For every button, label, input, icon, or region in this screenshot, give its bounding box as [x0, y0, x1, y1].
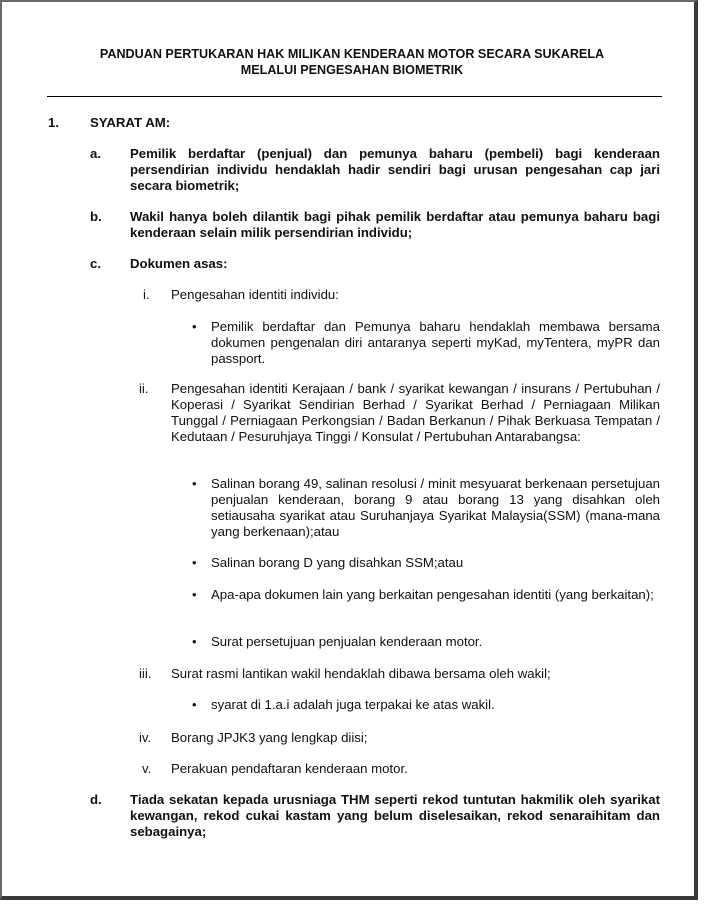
subitem-label-ii: ii.: [139, 381, 149, 396]
subitem-text-i: Pengesahan identiti individu:: [171, 287, 339, 302]
bullet-text-ii-3: Apa-apa dokumen lain yang berkaitan pengesahan identiti (yang berkaitan);: [211, 587, 654, 602]
item-label-b: b.: [90, 209, 102, 224]
subitem-label-v: v.: [142, 761, 152, 776]
bullet-text-ii-1: Salinan borang 49, salinan resolusi / minit mesyuarat berkenaan persetujuan penjualan kenderaan, borang 9 atau borang 13 yang disahkan oleh setiausaha syarikat atau Suruhanjaya Syarikat Malaysia(SSM) (mana-mana yang berkenaan);atau: [211, 476, 660, 539]
item-label-d: d.: [90, 792, 102, 807]
bullet-icon: •: [192, 555, 197, 570]
bullet-text-ii-4: Surat persetujuan penjualan kenderaan motor.: [211, 634, 483, 649]
item-text-c: Dokumen asas:: [130, 256, 228, 271]
subitem-text-ii: Pengesahan identiti Kerajaan / bank / syarikat kewangan / insurans / Pertubuhan / Koperasi / Syarikat Sendirian Berhad / Syarikat Berhad / Perniagaan Milikan Tunggal / Perniagaan Perkongsian / Badan Berkanun / Pihak Berkuasa Tempatan / Kedutaan / Pesuruhjaya Tinggi / Konsulat / Pertubuhan Antarabangsa:: [171, 381, 660, 444]
bullet-text-ii-2: Salinan borang D yang disahkan SSM;atau: [211, 555, 464, 570]
bullet-icon: •: [192, 634, 197, 649]
bullet-icon: •: [192, 476, 197, 491]
bullet-text-iii-1: syarat di 1.a.i adalah juga terpakai ke atas wakil.: [211, 697, 495, 712]
subitem-text-iv: Borang JPJK3 yang lengkap diisi;: [171, 730, 368, 745]
item-text-b: Wakil hanya boleh dilantik bagi pihak pemilik berdaftar atau pemunya baharu bagi kenderaan selain milik persendirian individu;: [130, 209, 660, 240]
subitem-label-i: i.: [143, 287, 150, 302]
section-heading: SYARAT AM:: [90, 115, 171, 130]
title-line-1: PANDUAN PERTUKARAN HAK MILIKAN KENDERAAN MOTOR SECARA SUKARELA: [99, 47, 605, 61]
subitem-label-iii: iii.: [139, 666, 152, 681]
subitem-text-v: Perakuan pendaftaran kenderaan motor.: [171, 761, 408, 776]
bullet-icon: •: [192, 697, 197, 712]
document-title: [2, 46, 702, 78]
item-label-c: c.: [90, 256, 101, 271]
item-label-a: a.: [90, 146, 101, 161]
subitem-label-iv: iv.: [139, 730, 152, 745]
subitem-text-iii: Surat rasmi lantikan wakil hendaklah dibawa bersama oleh wakil;: [171, 666, 551, 681]
item-text-a: Pemilik berdaftar (penjual) dan pemunya baharu (pembeli) bagi kenderaan persendirian individu hendaklah hadir sendiri bagi urusan pengesahan cap jari secara biometrik;: [130, 146, 660, 193]
item-text-d: Tiada sekatan kepada urusniaga THM seperti rekod tuntutan hakmilik oleh syarikat kewangan, rekod cukai kastam yang belum diselesaikan, rekod senaraihitam dan sebagainya;: [130, 792, 660, 839]
title-line-2: MELALUI PENGESAHAN BIOMETRIK: [240, 63, 464, 77]
section-number: 1.: [48, 115, 59, 130]
bullet-icon: •: [192, 319, 197, 334]
bullet-text-i-1: Pemilik berdaftar dan Pemunya baharu hendaklah membawa bersama dokumen pengenalan diri antaranya seperti myKad, myTentera, myPR dan passport.: [211, 319, 660, 366]
title-divider: [47, 96, 662, 97]
bullet-icon: •: [192, 587, 197, 602]
